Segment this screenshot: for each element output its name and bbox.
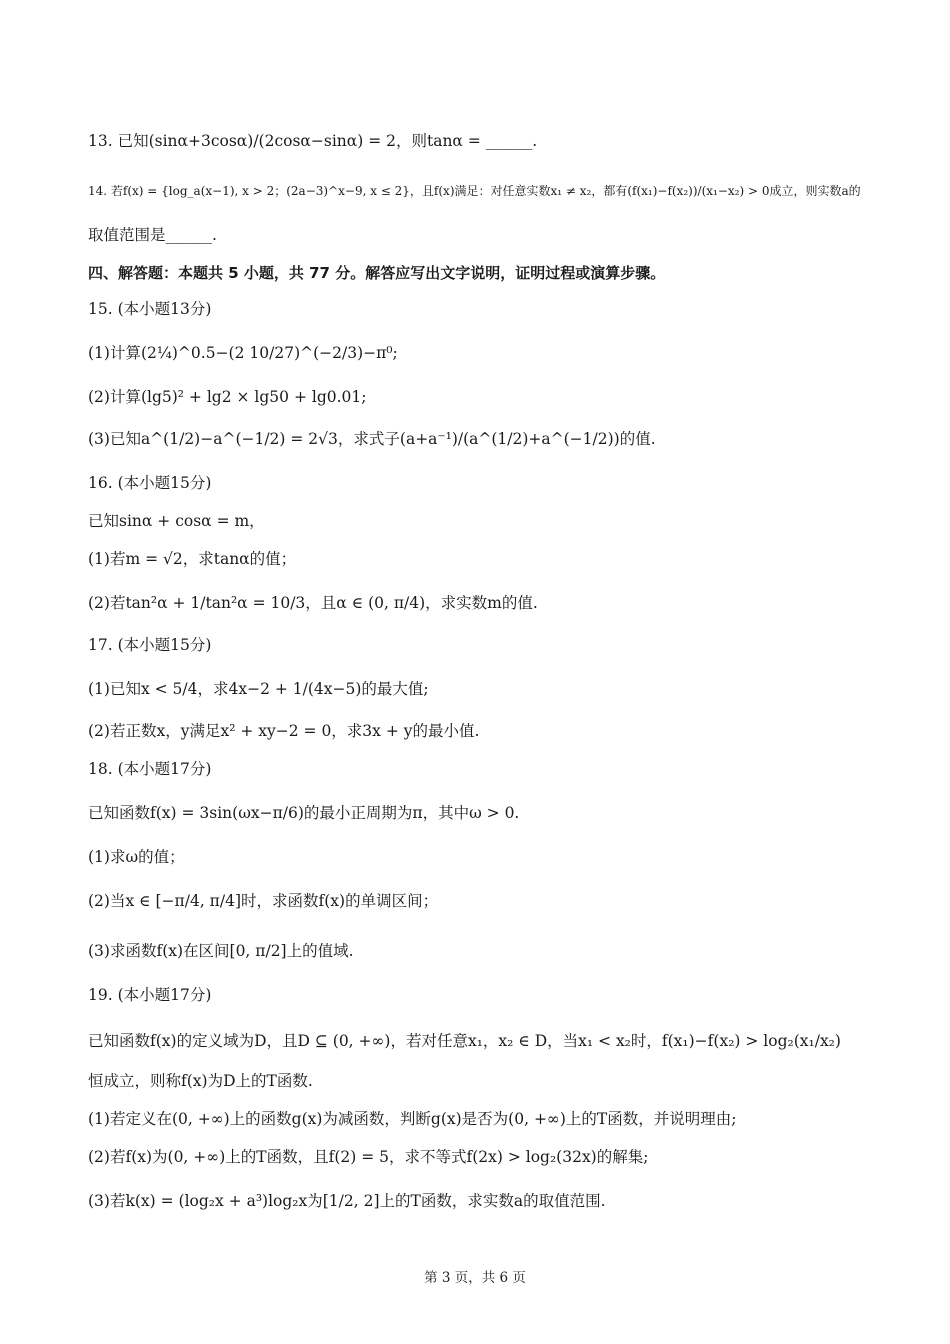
question-16-title: 16. (本小题15分) [88,474,212,492]
question-15-part-1: (1)计算(2¼)^0.5−(2 10/27)^(−2/3)−π⁰; [88,344,398,362]
page-footer: 第 3 页，共 6 页 [424,1270,526,1286]
question-19-part-2: (2)若f(x)为(0, +∞)上的T函数，且f(2) = 5，求不等式f(2x) > log₂(32x)的解集; [88,1148,649,1166]
question-13: 13. 已知(sinα+3cosα)/(2cosα−sinα) = 2，则tanα = ______. [88,132,538,150]
question-14: 14. 若f(x) = {log_a(x−1), x > 2；(2a−3)^x−9, x ≤ 2}，且f(x)满足：对任意实数x₁ ≠ x₂，都有(f(x₁)−f(x₂))/(x₁−x₂) > 0成立，则实数a的 [88,184,861,198]
question-16-stem: 已知sinα + cosα = m， [88,512,265,530]
question-17-part-1: (1)已知x < 5/4，求4x−2 + 1/(4x−5)的最大值; [88,680,429,698]
section-heading: 四、解答题：本题共 5 小题，共 77 分。解答应写出文字说明，证明过程或演算步骤。 [88,264,666,282]
question-19-title: 19. (本小题17分) [88,986,212,1004]
question-15-part-2: (2)计算(lg5)² + lg2 × lg50 + lg0.01; [88,388,367,406]
question-14-cont: 取值范围是______. [88,226,217,244]
question-18-stem: 已知函数f(x) = 3sin(ωx−π/6)的最小正周期为π，其中ω > 0. [88,804,520,822]
question-19-stem-cont: 恒成立，则称f(x)为D上的T函数. [88,1072,313,1090]
question-15-part-3: (3)已知a^(1/2)−a^(−1/2) = 2√3，求式子(a+a⁻¹)/(a^(1/2)+a^(−1/2))的值. [88,430,656,448]
question-15-title: 15. (本小题13分) [88,300,212,318]
question-18-part-2: (2)当x ∈ [−π/4, π/4]时，求函数f(x)的单调区间； [88,892,439,910]
question-18-part-3: (3)求函数f(x)在区间[0, π/2]上的值域. [88,942,354,960]
question-17-part-2: (2)若正数x，y满足x² + xy−2 = 0，求3x + y的最小值. [88,722,480,740]
question-19-stem: 已知函数f(x)的定义域为D，且D ⊆ (0, +∞)，若对任意x₁，x₂ ∈ D，当x₁ < x₂时，f(x₁)−f(x₂) > log₂(x₁/x₂) [88,1032,841,1050]
question-17-title: 17. (本小题15分) [88,636,212,654]
question-18-part-1: (1)求ω的值； [88,848,185,866]
question-19-part-3: (3)若k(x) = (log₂x + a³)log₂x为[1/2, 2]上的T函数，求实数a的取值范围. [88,1192,606,1210]
question-16-part-2: (2)若tan²α + 1/tan²α = 10/3，且α ∈ (0, π/4)，求实数m的值. [88,594,538,612]
question-18-title: 18. (本小题17分) [88,760,212,778]
question-16-part-1: (1)若m = √2，求tanα的值； [88,550,297,568]
question-19-part-1: (1)若定义在(0, +∞)上的函数g(x)为减函数，判断g(x)是否为(0, +∞)上的T函数，并说明理由; [88,1110,737,1128]
